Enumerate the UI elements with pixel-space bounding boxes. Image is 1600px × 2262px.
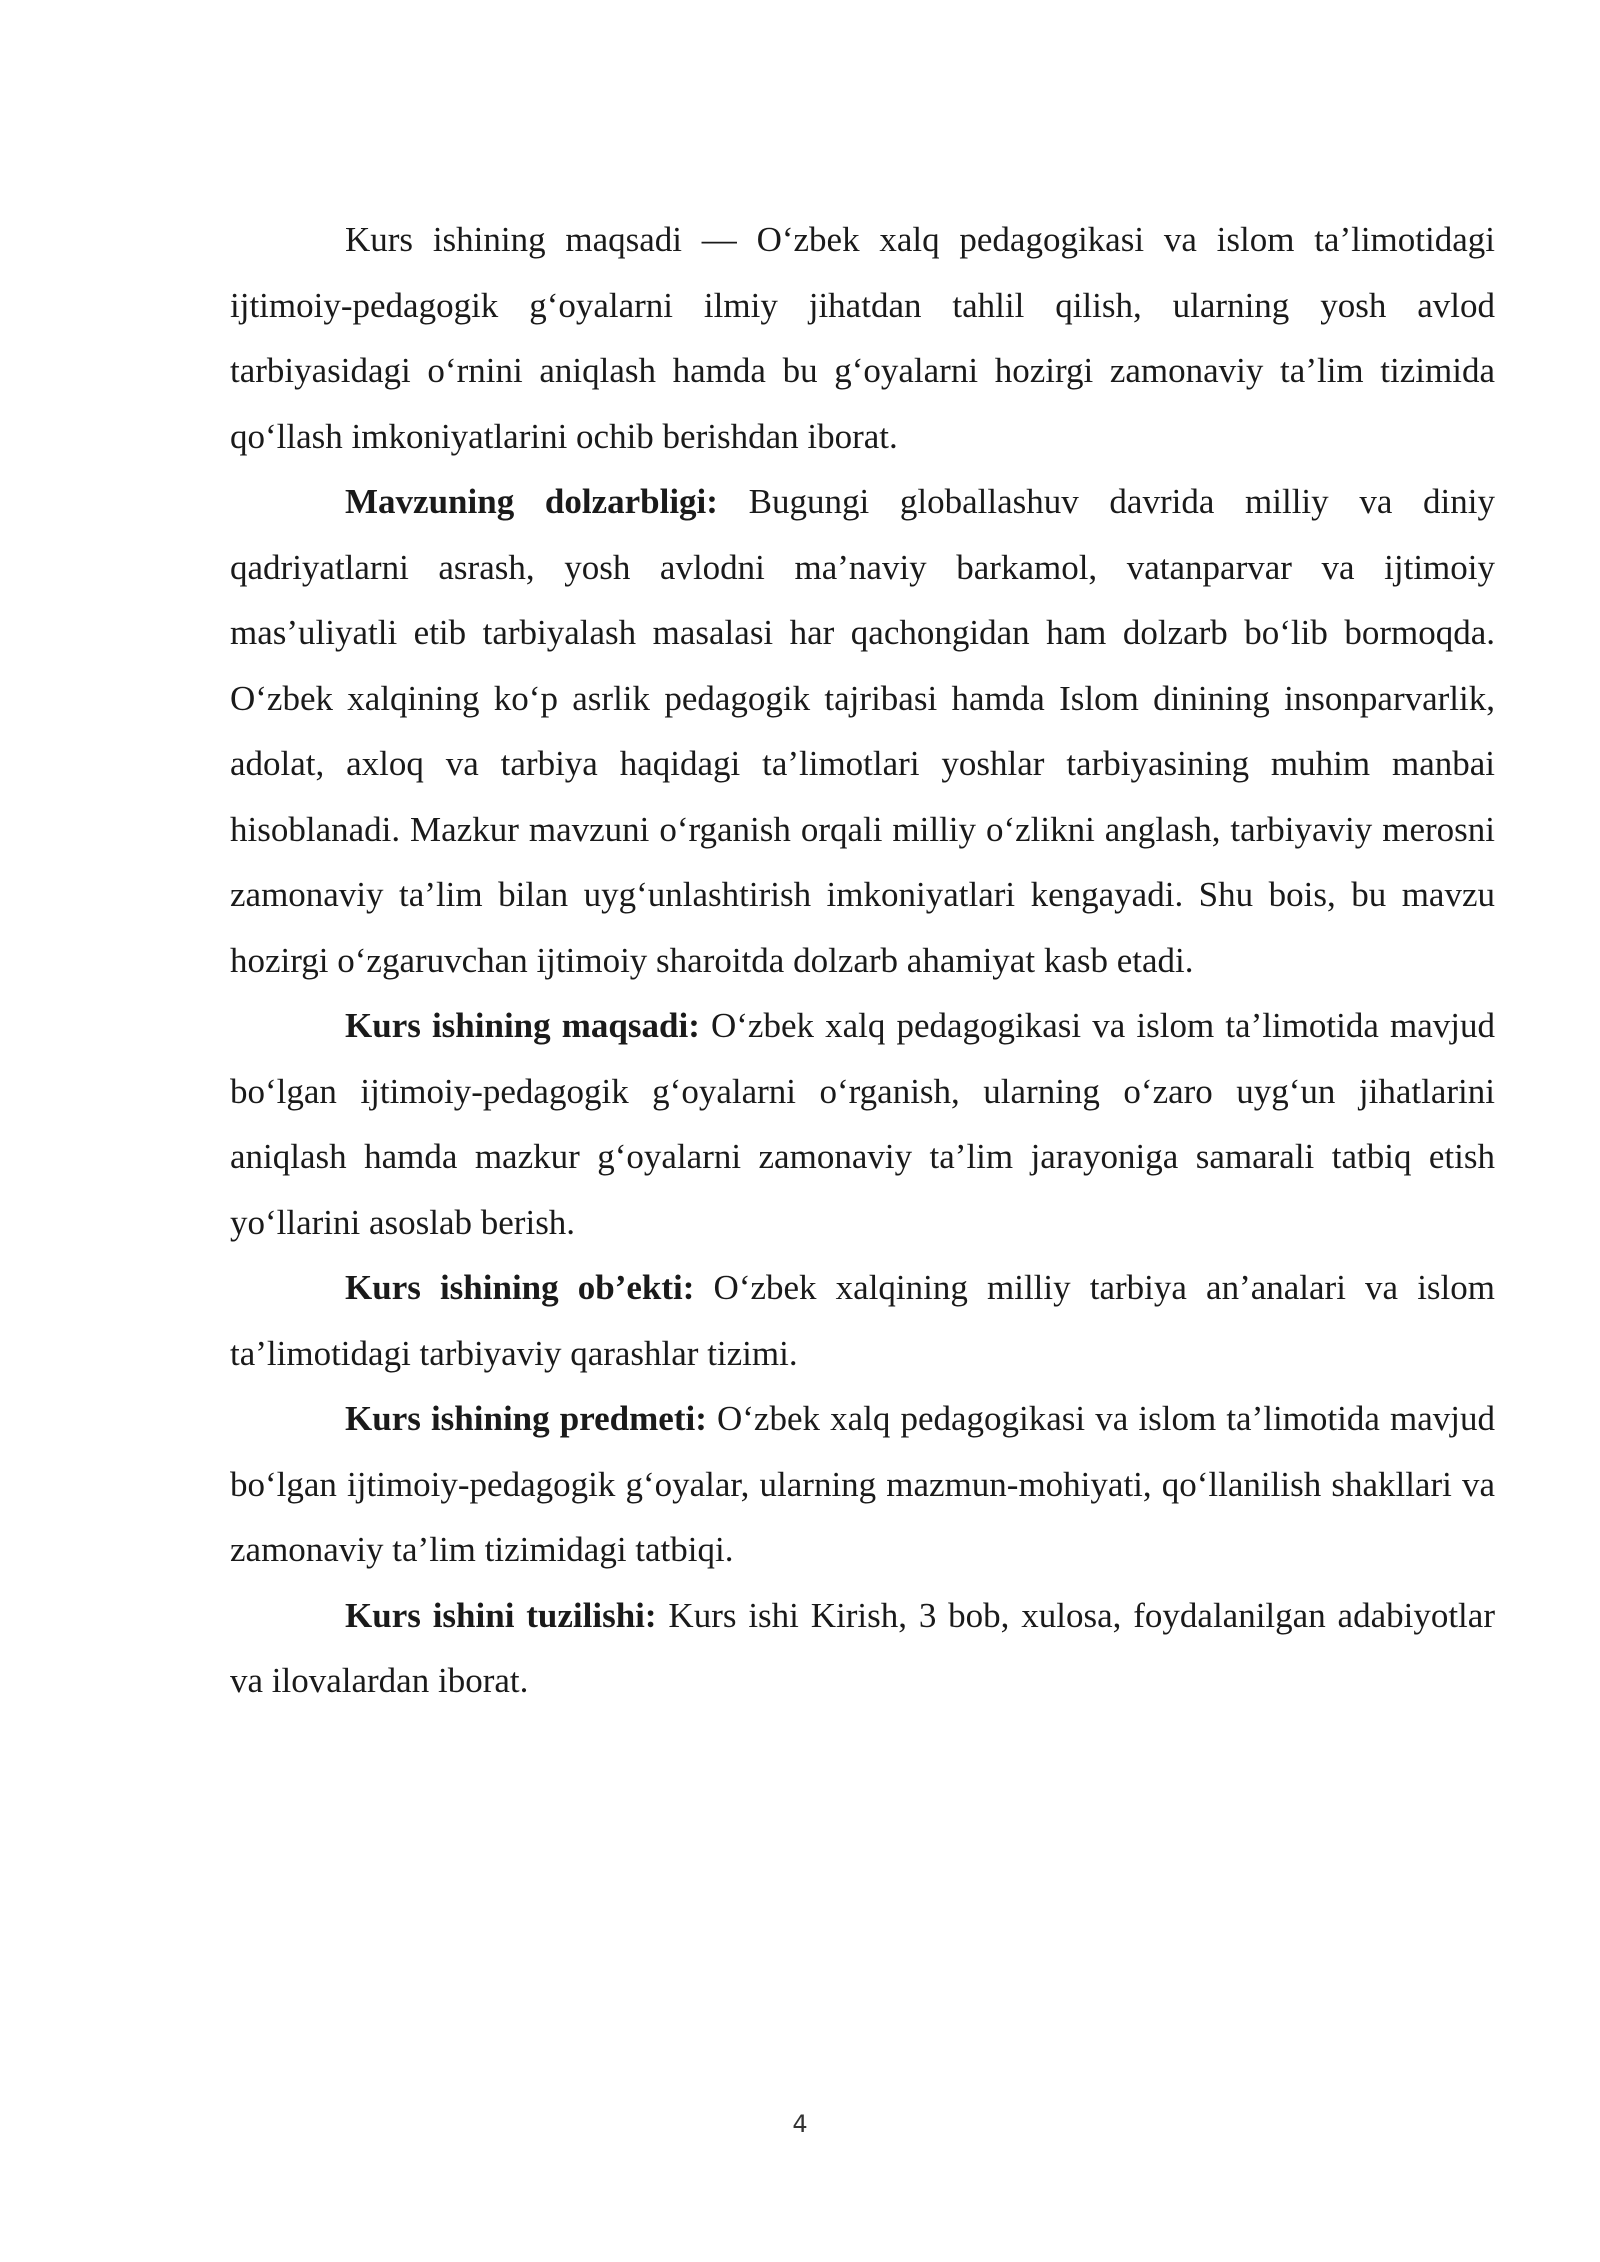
paragraph-text: O‘zbek xalq pedagogikasi va islom ta’limotida mavjud bo‘lgan ijtimoiy-pedagogik g‘oyalarni o‘rganish, ularning o‘zaro uyg‘un jihatlarini aniqlash hamda mazkur g‘oyalarni zamonaviy ta’lim jarayoniga samarali tatbiq etish yo‘llarini asoslab berish. — [230, 1006, 1495, 1242]
paragraph-course-subject — [230, 1386, 1495, 1583]
document-body — [230, 207, 1495, 1714]
paragraph-lead: Mavzuning dolzarbligi: — [345, 482, 718, 521]
paragraph-text: O‘zbek xalqining milliy tarbiya an’analari va islom ta’limotidagi tarbiyaviy qarashlar tizimi. — [230, 1268, 1495, 1373]
paragraph-text: Kurs ishining maqsadi — O‘zbek xalq pedagogikasi va islom ta’limotidagi ijtimoiy-pedagogik g‘oyalarni ilmiy jihatdan tahlil qilish, ularning yosh avlod tarbiyasidagi o‘rnini aniqlash hamda bu g‘oyalarni hozirgi zamonaviy ta’lim tizimida qo‘llash imkoniyatlarini ochib berishdan iborat. — [230, 220, 1495, 456]
paragraph-course-structure — [230, 1583, 1495, 1714]
paragraph-course-goal — [230, 993, 1495, 1255]
paragraph-lead: Kurs ishining predmeti: — [345, 1399, 707, 1438]
paragraph-lead: Kurs ishining maqsadi: — [345, 1006, 700, 1045]
paragraph-relevance — [230, 469, 1495, 993]
paragraph-text: O‘zbek xalq pedagogikasi va islom ta’limotida mavjud bo‘lgan ijtimoiy-pedagogik g‘oyalar, ularning mazmun-mohiyati, qo‘llanilish shakllari va zamonaviy ta’lim tizimidagi tatbiqi. — [230, 1399, 1495, 1569]
page-number: 4 — [792, 2110, 808, 2138]
paragraph-text: Kurs ishi Kirish, 3 bob, xulosa, foydalanilgan adabiyotlar va ilovalardan iborat. — [230, 1595, 1495, 1700]
paragraph-lead: Kurs ishining ob’ekti: — [345, 1268, 695, 1307]
paragraph-text: Bugungi globallashuv davrida milliy va diniy qadriyatlarni asrash, yosh avlodni ma’naviy barkamol, vatanparvar va ijtimoiy mas’uliyatli etib tarbiyalash masalasi har qachongidan ham dolzarb bo‘lib bormoqda. O‘zbek xalqining ko‘p asrlik pedagogik tajribasi hamda Islom dinining insonparvarlik, adolat, axloq va tarbiya haqidagi ta’limotlari yoshlar tarbiyasining muhim manbai hisoblanadi. Mazkur mavzuni o‘rganish orqali milliy o‘zlikni anglash, tarbiyaviy merosni zamonaviy ta’lim bilan uyg‘unlashtirish imkoniyatlari kengayadi. Shu bois, bu mavzu hozirgi o‘zgaruvchan ijtimoiy sharoitda dolzarb ahamiyat kasb etadi. — [230, 482, 1496, 980]
paragraph-course-goal-intro — [230, 207, 1495, 469]
paragraph-course-object — [230, 1255, 1495, 1386]
paragraph-lead: Kurs ishini tuzilishi: — [345, 1595, 657, 1635]
